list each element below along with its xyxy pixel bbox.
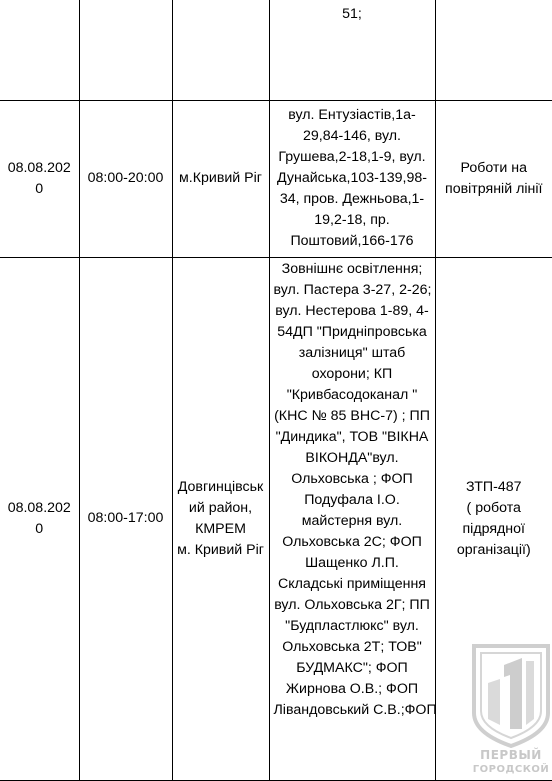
address-cell [269,257,435,780]
time-cell: 08:00-20:00 [79,100,172,257]
table-row [0,100,552,257]
work-line: організації) [456,541,531,558]
address-line: Ольховська ; ФОП [291,470,413,487]
address-line: Дунайська,103-139,98- [276,170,427,186]
address-line: Зовнішнє освітлення; [281,260,423,277]
time-cell: 08:00-17:00 [79,257,172,780]
address-line: вул. Ольховська 2Г; ПП [274,596,430,613]
address-line: Подуфала І.О. [304,491,400,508]
location-cell [172,257,269,780]
location-line: м.Кривий Ріг [179,170,262,186]
address-line: майстерня вул. [301,512,403,529]
work-line: підрядної [462,520,525,537]
address-line: Поштовий,166-176 [290,233,414,249]
address-line: Шащенко Л.П. [305,554,399,571]
address-line: Складські приміщення [277,575,426,592]
work-cell [435,100,552,257]
work-line: ( робота [466,499,521,516]
address-line: 19,2-18, пр. [314,212,390,228]
address-line: "Диндика", ТОВ "ВІКНА [275,428,429,445]
address-line: Ольховська 2С; ФОП [282,533,422,550]
pervyi-gorodskoi-logo [470,643,552,780]
date-cell [0,0,79,100]
date-cell: 08.08.2020 [0,100,79,257]
address-line: Ольховська 2Т; ТОВ" [282,638,422,655]
address-line: "Будпластлюкс" вул. [285,617,419,634]
work-line: ЗТП-487 [465,478,522,495]
address-line: (КНС № 85 ВНС-7) ; ПП [274,407,430,424]
address-line: Лівандовський С.В.;ФОП [273,701,437,718]
address-line: охорони; КП [311,365,393,382]
table-row [0,0,552,100]
address-line: 34, пров. Дежньова,1- [279,191,425,207]
address-line: ВІКОНДА"вул. [305,449,399,466]
work-line: Роботи на [460,159,528,176]
address-line: 51; [342,6,362,22]
time-cell [79,0,172,100]
logo-text-line2: ГОРОДСКОЙ [472,764,550,775]
address-cell [269,0,435,100]
location-line: Довгинцівськ [177,478,264,495]
address-line: 54ДП "Придніпровська [277,323,427,340]
address-line: БУДМАКС"; ФОП [296,659,408,676]
work-cell [435,0,552,100]
work-line: повітряній лінії [445,180,543,197]
address-line: вул. Пастера 3-27, 2-26; [273,281,432,298]
location-cell [172,0,269,100]
address-line: Жирнова О.В.; ФОП [285,680,419,697]
address-line: вул. Ентузіастів,1а- [288,107,416,123]
location-line: КМРЕМ [195,520,246,537]
address-line: Грушева,2-18,1-9, вул. [278,149,426,165]
location-cell [172,100,269,257]
logo-emblem-icon [470,643,552,748]
logo-text-line1: ПЕРВЫЙ [480,748,542,762]
address-line: залізниця" штаб [298,344,406,361]
address-cell [269,100,435,257]
address-line: "Кривбасодоканал " [286,386,418,403]
address-line: 29,84-146, вул. [302,128,401,144]
location-line: м. Кривий Ріг [177,541,264,558]
location-line: ий район, [188,499,253,516]
date-cell: 08.08.2020 [0,257,79,780]
address-line: вул. Нестерова 1-89, 4- [275,302,429,319]
